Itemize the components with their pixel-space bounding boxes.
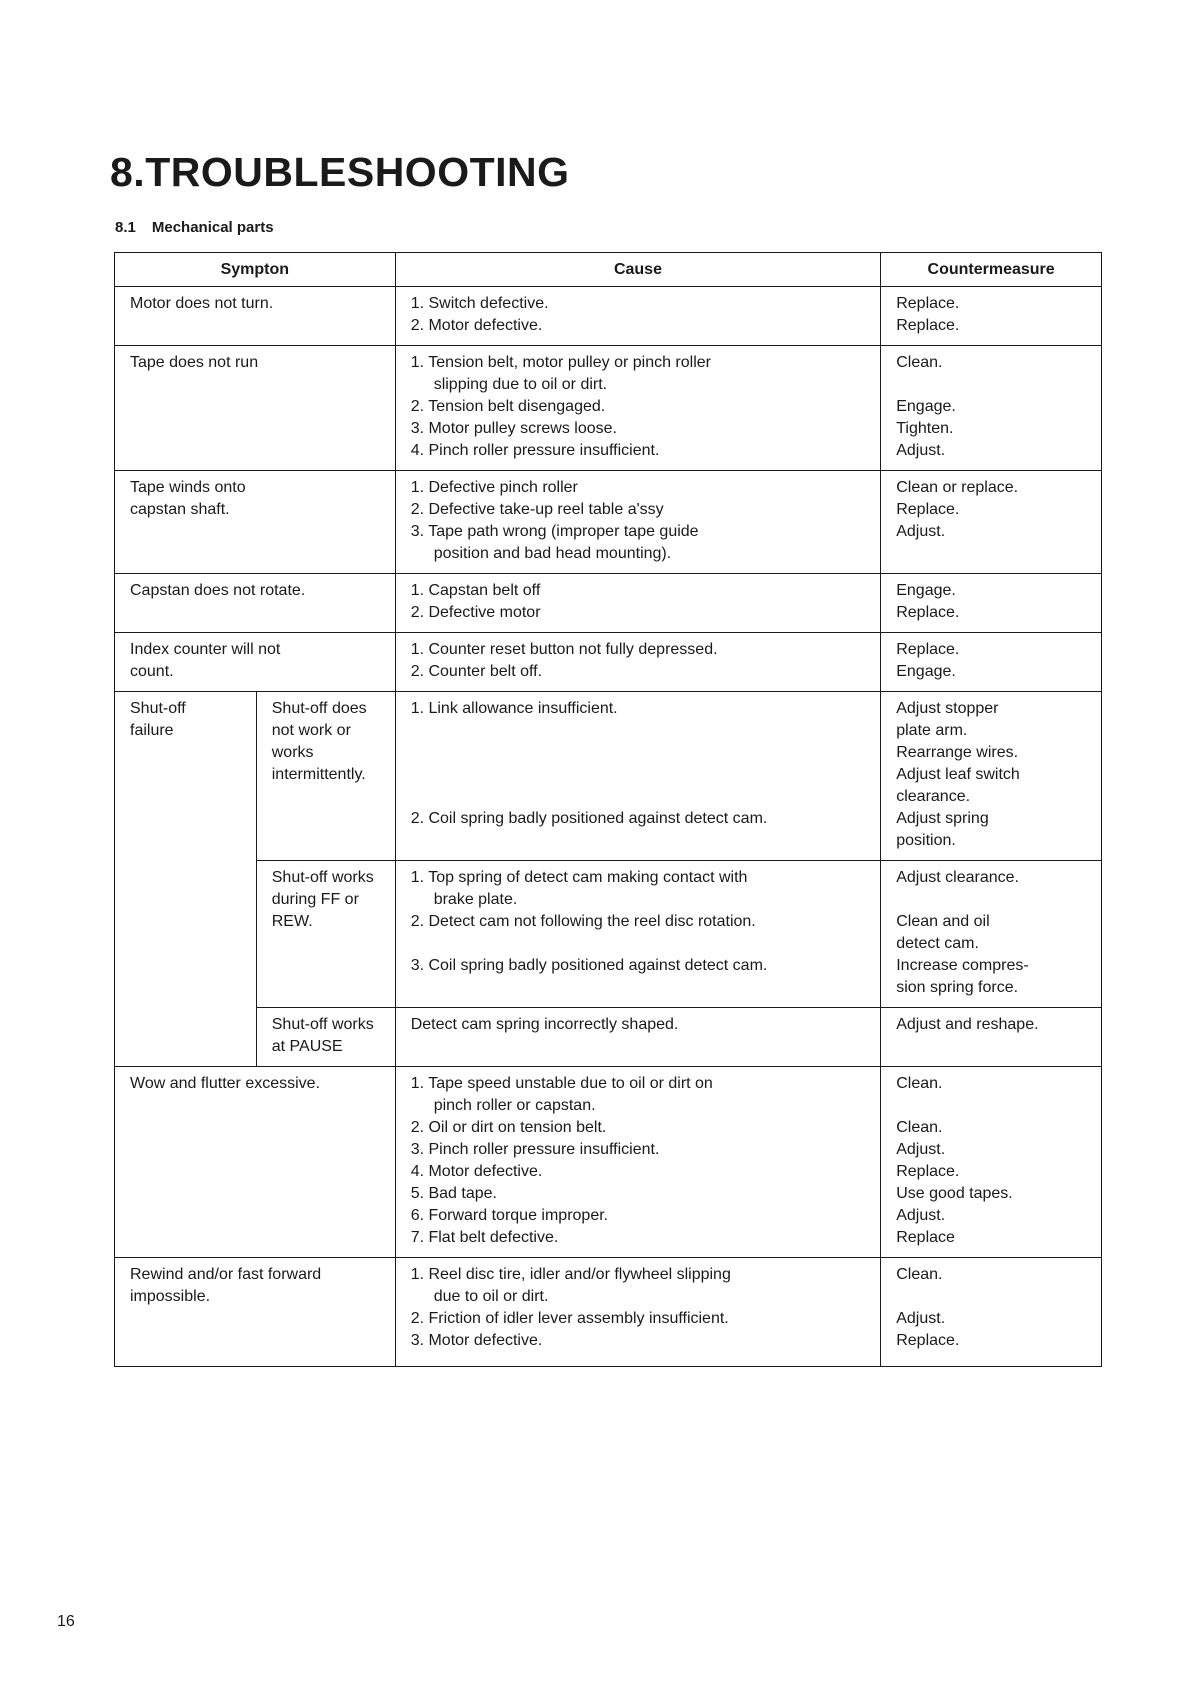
cell-line: 1. Reel disc tire, idler and/or flywheel slipping bbox=[410, 1266, 731, 1283]
cell-line: Motor does not turn. bbox=[130, 295, 274, 312]
cell-line: 1. Link allowance insufficient. bbox=[410, 700, 618, 717]
cell-line: Wow and flutter excessive. bbox=[130, 1075, 321, 1092]
table-row bbox=[115, 287, 1102, 346]
cell-line: Adjust stopper bbox=[896, 700, 999, 717]
cell-line: brake plate. bbox=[433, 891, 518, 908]
cell-line: 3. Coil spring badly positioned against detect cam. bbox=[410, 957, 768, 974]
symptom-cell bbox=[115, 346, 396, 471]
section-heading bbox=[115, 218, 274, 238]
countermeasure-cell bbox=[881, 574, 1102, 633]
cell-line: Clean. bbox=[896, 354, 943, 371]
cell-line: 1. Counter reset button not fully depressed. bbox=[410, 641, 718, 658]
cell-line: 3. Tape path wrong (improper tape guide bbox=[410, 523, 699, 540]
cell-line: Replace. bbox=[896, 604, 960, 621]
cell-line: intermittently. bbox=[271, 766, 366, 783]
cell-line: REW. bbox=[271, 913, 313, 930]
cause-cell bbox=[395, 633, 881, 692]
cause-cell bbox=[395, 287, 881, 346]
cell-line: 2. Motor defective. bbox=[410, 317, 543, 334]
countermeasure-cell bbox=[881, 633, 1102, 692]
subsymptom-cell bbox=[256, 861, 395, 1008]
cell-line: 1. Defective pinch roller bbox=[410, 479, 578, 496]
table-row bbox=[115, 346, 1102, 471]
cell-line: Adjust clearance. bbox=[896, 869, 1019, 886]
cell-line: Rewind and/or fast forward bbox=[130, 1266, 322, 1283]
cell-line bbox=[411, 720, 873, 742]
cell-line: 2. Defective motor bbox=[410, 604, 541, 621]
cell-line: 2. Oil or dirt on tension belt. bbox=[410, 1119, 607, 1136]
section-title: Mechanical parts bbox=[151, 219, 274, 236]
cell-line: Increase compres- bbox=[896, 957, 1029, 974]
symptom-cell bbox=[115, 574, 396, 633]
cell-line: 3. Motor pulley screws loose. bbox=[410, 420, 617, 437]
table-header-row bbox=[115, 253, 1102, 287]
cell-line bbox=[411, 764, 873, 786]
cause-cell bbox=[395, 471, 881, 574]
symptom-group-cell bbox=[115, 692, 257, 1067]
cell-line: 6. Forward torque improper. bbox=[410, 1207, 609, 1224]
cell-line: 1. Capstan belt off bbox=[410, 582, 541, 599]
table-row bbox=[115, 1067, 1102, 1258]
table-row bbox=[115, 1258, 1102, 1367]
cell-line: Clean. bbox=[896, 1266, 943, 1283]
cell-line: Tighten. bbox=[896, 420, 954, 437]
cell-line: 2. Coil spring badly positioned against detect cam. bbox=[410, 810, 768, 827]
countermeasure-cell bbox=[881, 1067, 1102, 1258]
cell-line: during FF or bbox=[271, 891, 359, 908]
cell-line: Tape winds onto bbox=[130, 479, 246, 496]
cause-cell bbox=[395, 861, 881, 1008]
cell-line bbox=[896, 889, 1093, 911]
symptom-cell bbox=[115, 633, 396, 692]
cell-line: Adjust. bbox=[896, 1207, 946, 1224]
header-symptom: Sympton bbox=[115, 253, 396, 287]
cause-cell bbox=[395, 1067, 881, 1258]
cause-cell bbox=[395, 574, 881, 633]
cell-line: Use good tapes. bbox=[896, 1185, 1013, 1202]
cell-line: 2. Counter belt off. bbox=[410, 663, 543, 680]
cell-line: Replace. bbox=[896, 317, 960, 334]
cell-line: 4. Motor defective. bbox=[410, 1163, 543, 1180]
cell-line: Adjust. bbox=[896, 1141, 946, 1158]
header-cause: Cause bbox=[395, 253, 881, 287]
symptom-cell bbox=[115, 1258, 396, 1367]
countermeasure-cell bbox=[881, 287, 1102, 346]
cell-line: count. bbox=[130, 663, 174, 680]
cell-line: Adjust and reshape. bbox=[896, 1016, 1039, 1033]
table-body bbox=[115, 287, 1102, 1367]
cell-line: 1. Tape speed unstable due to oil or dirt on bbox=[410, 1075, 713, 1092]
section-number: 8.1 bbox=[115, 219, 136, 236]
cell-line: 2. Detect cam not following the reel disc rotation. bbox=[410, 913, 756, 930]
cell-line bbox=[411, 786, 873, 808]
cell-line: Adjust. bbox=[896, 523, 946, 540]
table-row bbox=[115, 861, 1102, 1008]
cell-line: 1. Tension belt, motor pulley or pinch roller bbox=[410, 354, 711, 371]
cell-line: Clean or replace. bbox=[896, 479, 1019, 496]
cell-line: detect cam. bbox=[896, 935, 979, 952]
cell-line: plate arm. bbox=[896, 722, 968, 739]
cell-line: Clean and oil bbox=[896, 913, 990, 930]
cell-line: 1. Switch defective. bbox=[410, 295, 549, 312]
cell-line: slipping due to oil or dirt. bbox=[433, 376, 608, 393]
cell-line: position and bad head mounting). bbox=[433, 545, 672, 562]
cell-line: 5. Bad tape. bbox=[410, 1185, 497, 1202]
cell-line: Clean. bbox=[896, 1075, 943, 1092]
cell-line: Clean. bbox=[896, 1119, 943, 1136]
cell-line: capstan shaft. bbox=[130, 501, 230, 518]
page-number: 16 bbox=[57, 1613, 75, 1630]
cell-line: 3. Motor defective. bbox=[410, 1332, 543, 1349]
cell-line: Rearrange wires. bbox=[896, 744, 1019, 761]
cell-line: Replace. bbox=[896, 1332, 960, 1349]
subsymptom-cell bbox=[256, 692, 395, 861]
table-row bbox=[115, 633, 1102, 692]
cell-line bbox=[896, 1286, 1093, 1308]
cell-line: Shut-off works bbox=[271, 1016, 374, 1033]
cell-line: Adjust leaf switch bbox=[896, 766, 1020, 783]
cell-line: sion spring force. bbox=[896, 979, 1019, 996]
cell-line: Shut-off works bbox=[271, 869, 374, 886]
countermeasure-cell bbox=[881, 1008, 1102, 1067]
cell-line: 7. Flat belt defective. bbox=[410, 1229, 559, 1246]
cell-line: works bbox=[271, 744, 314, 761]
countermeasure-cell bbox=[881, 1258, 1102, 1367]
cell-line: clearance. bbox=[896, 788, 971, 805]
cause-cell bbox=[395, 346, 881, 471]
cell-line: Replace. bbox=[896, 295, 960, 312]
countermeasure-cell bbox=[881, 346, 1102, 471]
cell-line: pinch roller or capstan. bbox=[433, 1097, 596, 1114]
cell-line: Index counter will not bbox=[130, 641, 281, 658]
cell-line: impossible. bbox=[130, 1288, 211, 1305]
countermeasure-cell bbox=[881, 861, 1102, 1008]
cell-line: Detect cam spring incorrectly shaped. bbox=[410, 1016, 679, 1033]
cell-line: Shut-off bbox=[130, 700, 186, 717]
page-title: 8.TROUBLESHOOTING bbox=[110, 149, 570, 195]
cell-line: 2. Defective take-up reel table a'ssy bbox=[410, 501, 664, 518]
countermeasure-cell bbox=[881, 692, 1102, 861]
cell-line: not work or bbox=[271, 722, 351, 739]
cell-line: 2. Tension belt disengaged. bbox=[410, 398, 606, 415]
cause-cell bbox=[395, 1258, 881, 1367]
troubleshooting-table bbox=[114, 252, 1102, 1367]
cell-line: 1. Top spring of detect cam making contact with bbox=[410, 869, 748, 886]
cell-line: 2. Friction of idler lever assembly insufficient. bbox=[410, 1310, 729, 1327]
cell-line: Shut-off does bbox=[271, 700, 367, 717]
cell-line: Adjust. bbox=[896, 442, 946, 459]
table-row bbox=[115, 574, 1102, 633]
table-row bbox=[115, 1008, 1102, 1067]
table-row bbox=[115, 471, 1102, 574]
cell-line bbox=[896, 1095, 1093, 1117]
cell-line: Engage. bbox=[896, 582, 956, 599]
cell-line: 3. Pinch roller pressure insufficient. bbox=[410, 1141, 660, 1158]
cell-line: failure bbox=[130, 722, 174, 739]
cell-line: Capstan does not rotate. bbox=[130, 582, 306, 599]
cell-line: 4. Pinch roller pressure insufficient. bbox=[410, 442, 660, 459]
cell-line: position. bbox=[896, 832, 956, 849]
table-row bbox=[115, 692, 1102, 861]
cell-line bbox=[411, 933, 873, 955]
cell-line: Replace bbox=[896, 1229, 955, 1246]
cell-line: Engage. bbox=[896, 398, 956, 415]
cell-line: Replace. bbox=[896, 501, 960, 518]
symptom-cell bbox=[115, 471, 396, 574]
cell-line: Engage. bbox=[896, 663, 956, 680]
symptom-cell bbox=[115, 287, 396, 346]
cause-cell bbox=[395, 1008, 881, 1067]
header-countermeasure: Countermeasure bbox=[881, 253, 1102, 287]
cause-cell bbox=[395, 692, 881, 861]
cell-line: Tape does not run bbox=[130, 354, 259, 371]
cell-line: Adjust spring bbox=[896, 810, 989, 827]
cell-line: due to oil or dirt. bbox=[433, 1288, 549, 1305]
cell-line bbox=[896, 374, 1093, 396]
symptom-cell bbox=[115, 1067, 396, 1258]
cell-line bbox=[411, 742, 873, 764]
cell-line: at PAUSE bbox=[271, 1038, 343, 1055]
cell-line: Adjust. bbox=[896, 1310, 946, 1327]
cell-line: Replace. bbox=[896, 641, 960, 658]
countermeasure-cell bbox=[881, 471, 1102, 574]
subsymptom-cell bbox=[256, 1008, 395, 1067]
cell-line: Replace. bbox=[896, 1163, 960, 1180]
